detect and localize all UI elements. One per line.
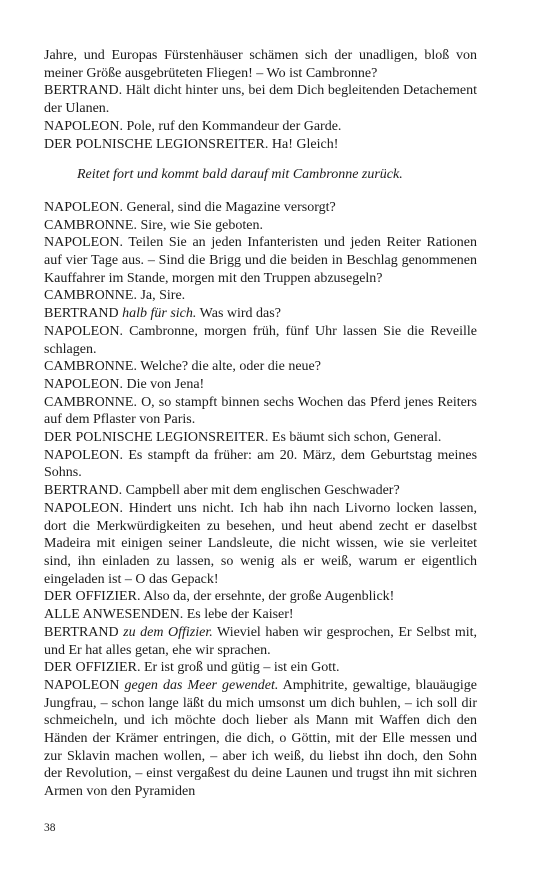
dialogue-line [44, 659, 477, 677]
dialogue-line [44, 447, 477, 482]
dialogue-line [44, 500, 477, 589]
speaker-name: BERTRAND. [44, 483, 123, 499]
line-text: Amphitrite, gewaltige, blauäugige Jungfrau, – schon lange läßt du mich umsonst um dich buhlen, – ich soll dir schmeicheln, und ich möchte doch lieber als Mann mit Waffen dich den Händen der Krämer entringen, die dich, o Göttin, mit der Elle messen und zur Sklavin machen wollen, – aber ich weiß, du liebst ihn doch, den Sohn der Revolution, – einst vergaßest du deine Launen und trugst ihn mit sichren Armen von den Pyramiden [44, 677, 477, 800]
speaker-direction: zu dem Offizier. [123, 624, 213, 640]
line-text: Er ist groß und gütig – ist ein Gott. [143, 660, 340, 676]
speaker-name: NAPOLEON. [44, 500, 123, 516]
speaker-direction: gegen das Meer gewendet. [124, 677, 279, 693]
line-text: Also da, der ersehnte, der große Augenblick! [143, 589, 395, 605]
line-text: Campbell aber mit dem englischen Geschwader? [125, 483, 400, 499]
speaker-name: CAMBRONNE. [44, 217, 137, 233]
speaker-name: DER OFFIZIER. [44, 589, 141, 605]
page-body [44, 47, 477, 801]
speaker-name: NAPOLEON. [44, 376, 123, 392]
line-text: Hindert uns nicht. Ich hab ihn nach Livorno locken lassen, dort die Merkwürdigkeiten zu besehen, und heut abend zecht er daselbst Madeira mit einigen seiner Landsleute, die nicht wissen, wie sie verleitet sind, ihn einladen zu lassen, so wenig als er weiß, warum er eigentlich eingeladen ist – O das Gepack! [44, 500, 478, 587]
dialogue-line [44, 47, 477, 82]
speaker-name: NAPOLEON. [44, 118, 123, 134]
speaker-name: NAPOLEON. [44, 199, 123, 215]
dialogue-line [44, 677, 477, 801]
line-text: Pole, ruf den Kommandeur der Garde. [126, 118, 342, 134]
line-text: Ja, Sire. [140, 288, 186, 304]
line-text: Es bäumt sich schon, General. [271, 430, 442, 446]
dialogue-line [44, 323, 477, 358]
speaker-name: BERTRAND [44, 306, 119, 322]
line-text: Es lebe der Kaiser! [186, 607, 294, 623]
speaker-name: NAPOLEON [44, 677, 120, 693]
line-text: O, so stampft binnen sechs Wochen das Pferd jenes Reiters auf dem Pflaster von Paris. [44, 394, 478, 428]
speaker-name: CAMBRONNE. [44, 288, 137, 304]
line-text: General, sind die Magazine versorgt? [126, 199, 336, 215]
speaker-name: DER POLNISCHE LEGIONSREITER. [44, 136, 269, 152]
line-text: Sire, wie Sie geboten. [140, 217, 263, 233]
line-text: Wieviel haben wir gesprochen, Er Selbst mit, und Er hat alles getan, ehe wir sprachen. [44, 624, 478, 658]
dialogue-line [44, 136, 477, 154]
dialogue-line [44, 234, 477, 287]
line-text: Welche? die alte, oder die neue? [140, 359, 321, 375]
line-text: Jahre, und Europas Fürstenhäuser schämen sich der unadligen, bloß von meiner Größe ausgebrüteten Fliegen! – Wo ist Cambronne? [44, 48, 477, 81]
page-number: 38 [44, 822, 56, 834]
line-text: Teilen Sie an jeden Infanteristen und jeden Reiter Rationen auf vier Tage aus. – Sind die Brigg und die beiden in Beschlag genommenen Kauffahrer im Stande, morgen mit den Truppen abzusegeln? [44, 235, 477, 286]
dialogue-line [44, 394, 477, 429]
dialogue-line [44, 199, 477, 217]
speaker-name: NAPOLEON. [44, 235, 123, 251]
dialogue-line [44, 82, 477, 117]
dialogue-line [44, 482, 477, 500]
speaker-name: CAMBRONNE. [44, 359, 137, 375]
dialogue-line [44, 429, 477, 447]
line-text: Es stampft da früher: am 20. März, dem Geburtstag meines Sohns. [44, 447, 478, 481]
stage-direction: Reitet fort und kommt bald darauf mit Cambronne zurück. [77, 167, 403, 183]
speaker-direction: halb für sich. [122, 306, 197, 322]
dialogue-line [44, 588, 477, 606]
speaker-name: DER POLNISCHE LEGIONSREITER. [44, 430, 269, 446]
line-text: Hält dicht hinter uns, bei dem Dich begleitenden Detachement der Ulanen. [44, 83, 478, 117]
dialogue-after [44, 199, 477, 801]
dialogue-line [44, 606, 477, 624]
line-text: Was wird das? [199, 306, 281, 322]
dialogue-before [44, 47, 477, 153]
line-text: Ha! Gleich! [271, 136, 339, 152]
speaker-name: NAPOLEON. [44, 323, 123, 339]
dialogue-line [44, 376, 477, 394]
speaker-name: BERTRAND [44, 624, 119, 640]
line-text: Cambronne, morgen früh, fünf Uhr lassen Sie die Reveille schlagen. [44, 323, 478, 357]
speaker-name: CAMBRONNE. [44, 394, 137, 410]
dialogue-line [44, 118, 477, 136]
dialogue-line [44, 217, 477, 235]
dialogue-line [44, 358, 477, 376]
line-text: Die von Jena! [126, 376, 205, 392]
speaker-name: DER OFFIZIER. [44, 660, 141, 676]
dialogue-line [44, 287, 477, 305]
dialogue-line [44, 305, 477, 323]
speaker-name: BERTRAND. [44, 83, 123, 99]
speaker-name: NAPOLEON. [44, 447, 123, 463]
dialogue-line [44, 624, 477, 659]
speaker-name: ALLE ANWESENDEN. [44, 607, 184, 623]
